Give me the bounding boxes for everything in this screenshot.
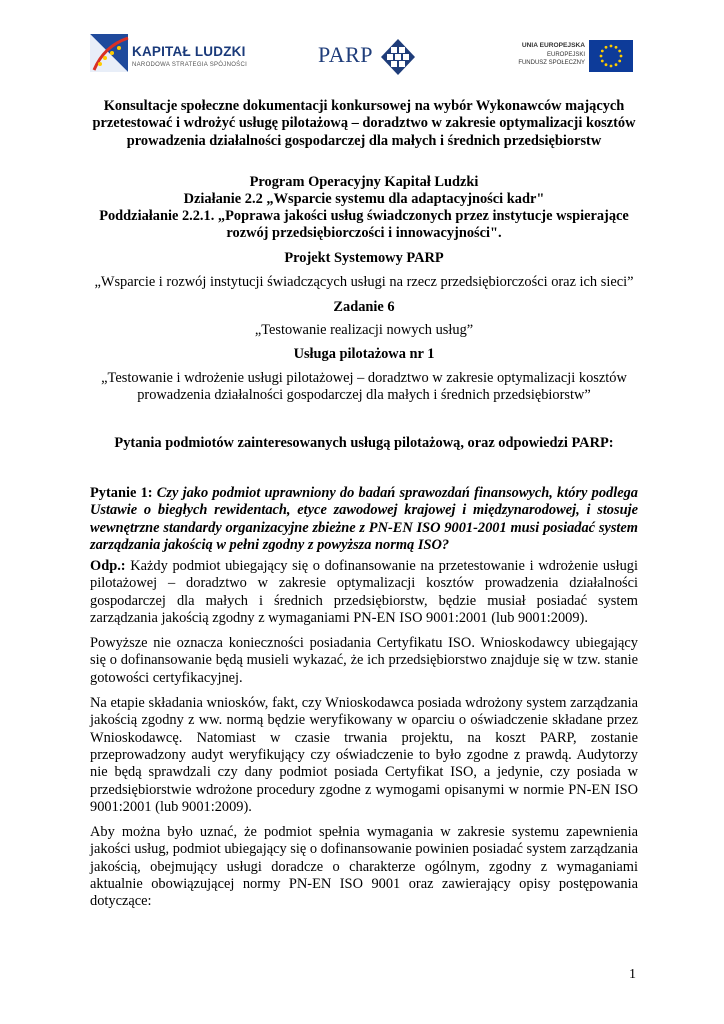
answer-1-paragraph-4: Aby można było uznać, że podmiot spełnia wymagania w zakresie systemu zapewnienia jakości usług, podmiot ubiegający się o dofinansowanie powinien posiadać system zarządzania jakością, obejmujący usługi doradcze o charakterze ogólnym, zgodny z wymaganiami aktualnie obowiązującej normy PN-EN ISO 9001 oraz zawierający opisy postępowania dotyczące: xyxy=(90,824,638,910)
answer-1-label: Odp.: xyxy=(90,558,126,574)
parp-mark-icon xyxy=(380,38,416,76)
question-1-label: Pytanie 1: xyxy=(90,485,153,501)
kapital-ludzki-icon xyxy=(88,32,132,78)
answer-1-paragraph-1 xyxy=(90,558,638,627)
answer-1-paragraph-3: Na etapie składania wniosków, fakt, czy Wnioskodawca posiada wdrożony system zarządzania jakością zgodny z ww. normą będzie weryfikowany w oparciu o oświadczenie składane przez Wnioskodawcę. Natomiast w czasie trwania projektu, na koszt PARP, zostanie przeprowadzony audyt weryfikujący czy oświadczenie to było zgodne z prawdą. Audytorzy nie będą sprawdzali czy dany podmiot posiada Certyfikat ISO, a jedynie, czy posiada w przedsiębiorstwie wdrożone procedury zgodne z wymogami opisanymi w normie PN-EN ISO 9001:2001 (lub 9001:2009). xyxy=(90,695,638,815)
answer-1-paragraph-2: Powyższe nie oznacza konieczności posiadania Certyfikatu ISO. Wnioskodawcy ubiegający się o dofinansowanie będą musieli wykazać, że ich przedsiębiorstwo znajduje się w tzw. stanie gotowości certyfikacyjnej. xyxy=(90,635,638,686)
usluga-name: „Testowanie i wdrożenie usługi pilotażowej – doradztwo w zakresie optymalizacji kosztów prowadzenia działalności gospodarczej dla małych i średnich przedsiębiorstw” xyxy=(101,370,627,404)
eu-logo-text xyxy=(517,42,585,68)
eu-line-1: UNIA EUROPEJSKA xyxy=(521,42,585,49)
consultation-title: Konsultacje społeczne dokumentacji konkursowej na wybór Wykonawców mających przetestować i wdrożyć usługę pilotażową – doradztwo w zakresie optymalizacji kosztów prowadzenia działalności gospodarczej dla małych i średnich przedsiębiorstw xyxy=(92,98,636,149)
answer-1-p1-text: Każdy podmiot ubiegający się o dofinansowanie na przetestowanie i wdrożenie usługi pilotażowej – doradztwo w zakresie optymalizacji kosztów prowadzenia działalności gospodarczej dla małych i średnich przedsiębiorstw, będzie musiał posiadać system zarządzania jakością zgodny z wymaganiami PN-EN ISO 9001:2001 (lub 9001:2009). xyxy=(90,558,638,626)
parp-logo xyxy=(318,38,418,78)
eu-flag-icon xyxy=(589,40,633,72)
header-logos xyxy=(0,26,724,92)
kapital-ludzki-logo xyxy=(88,32,248,78)
kapital-ludzki-title: KAPITAŁ LUDZKI xyxy=(132,44,246,59)
projekt-name: „Wsparcie i rozwój instytucji świadczących usługi na rzecz przedsiębiorczości oraz ich sieci” xyxy=(94,274,634,290)
program-title: Program Operacyjny Kapitał Ludzki xyxy=(249,174,479,190)
question-1-text: Czy jako podmiot uprawniony do badań sprawozdań finansowych, który podlega Ustawie o biegłych rewidentach, etyce zawodowej krajowej i międzynarodowej, i stosuje wewnętrzne standardy organizacyjne zbieżne z PN-EN ISO 9001-2001 musi posiadać system zarządzania jakością w pełni zgodny z powyższa normą ISO? xyxy=(90,485,638,553)
kapital-ludzki-subtitle: NARODOWA STRATEGIA SPÓJNOŚCI xyxy=(132,62,248,68)
zadanie-name: „Testowanie realizacji nowych usług” xyxy=(254,322,474,338)
usluga-heading: Usługa pilotażowa nr 1 xyxy=(293,346,435,362)
page-number: 1 xyxy=(629,967,636,982)
eu-line-2: EUROPEJSKI xyxy=(546,51,585,58)
parp-logo-text: PARP xyxy=(318,42,374,67)
poddzialanie-title: Poddziałanie 2.2.1. „Poprawa jakości usług świadczonych przez instytucje wspierające rozwój przedsiębiorczości i innowacyjności". xyxy=(99,208,629,242)
dzialanie-title: Działanie 2.2 „Wsparcie systemu dla adaptacyjności kadr" xyxy=(183,191,545,207)
eu-line-3: FUNDUSZ SPOŁECZNY xyxy=(518,60,585,66)
answer-1 xyxy=(90,558,638,919)
zadanie-heading: Zadanie 6 xyxy=(333,299,395,315)
projekt-heading: Projekt Systemowy PARP xyxy=(284,250,444,266)
eu-logo xyxy=(517,40,637,80)
question-1 xyxy=(90,485,638,554)
questions-heading: Pytania podmiotów zainteresowanych usługą pilotażową, oraz odpowiedzi PARP: xyxy=(114,435,614,451)
